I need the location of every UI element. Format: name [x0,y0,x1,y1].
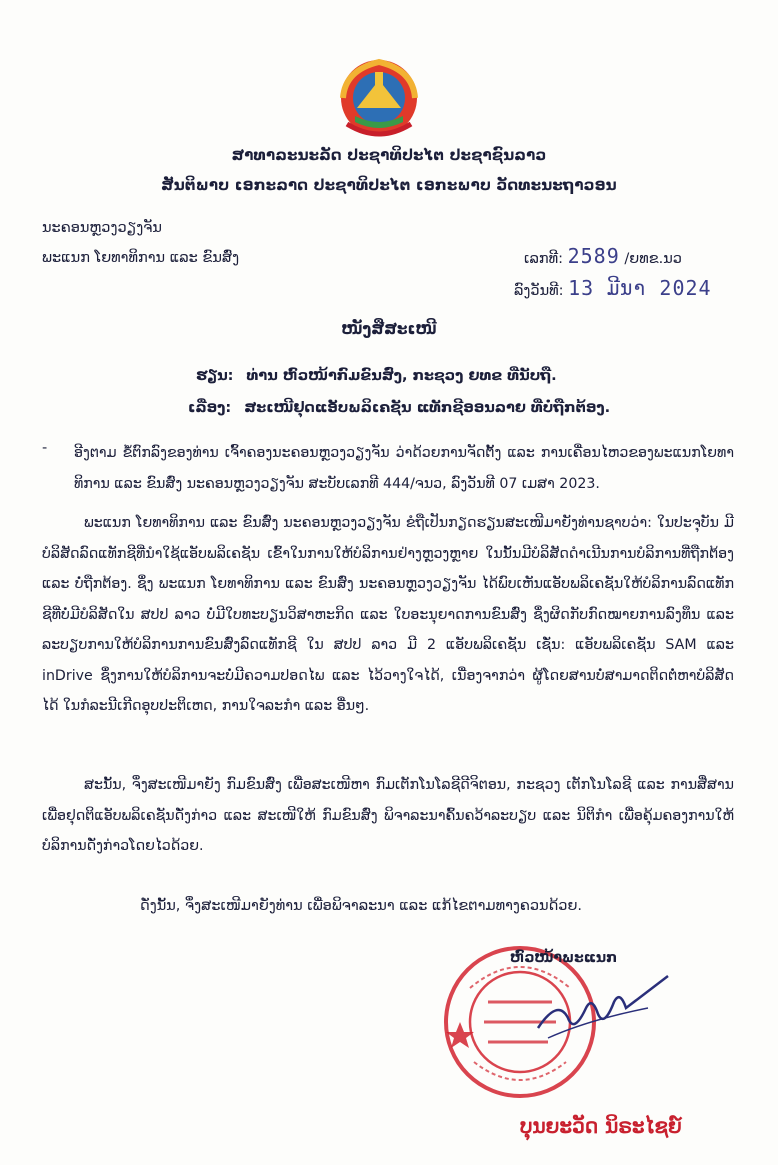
reference-date [514,276,712,300]
recipient-label: ຮຽນ: [196,368,234,384]
sender-org: ນະຄອນຫຼວງວຽງຈັນ [42,220,162,236]
handwritten-signature-icon [528,968,678,1048]
reference-basis-paragraph: ອີງຕາມ ຂໍ້ຕົກລົງຂອງທ່ານ ເຈົ້າຄອງນະຄອນຫຼວງວຽງຈັນ ວ່າດ້ວຍການຈັດຕັ້ງ ແລະ ການເຄື່ອນໄຫວຂອງພະແນກໂຍທາທິການ ແລະ ຂົນສົ່ງ ນະຄອນຫຼວງວຽງຈັນ ສະບັບເລກທີ 444/ຈນວ, ລົງວັນທີ 07 ເມສາ 2023. [74,445,734,492]
recipient-line [196,368,557,384]
bullet-marker: - [42,440,48,456]
closing-sentence: ດັ່ງນັ້ນ, ຈຶ່ງສະເໜີມາຍັງທ່ານ ເພື່ອພິຈາລະນາ ແລະ ແກ້ໄຂຕາມທາງຄວນດ້ວຍ. [140,898,583,914]
reference-date-value: 13 ມີນາ 2024 [568,276,712,300]
document-title: ໜັງສືສະເໜີ [341,320,437,338]
recipient-text: ທ່ານ ຫົວໜ້າກົມຂົນສົ່ງ, ກະຊວງ ຍທຂ ທີ່ນັບຖື. [246,368,557,384]
reference-number-label: ເລກທີ: [524,251,563,267]
reference-date-label: ລົງວັນທີ: [514,283,564,299]
reference-number-value: 2589 [567,244,620,268]
country-heading: ສາທາລະນະລັດ ປະຊາທິປະໄຕ ປະຊາຊົນລາວ [231,146,547,164]
signer-name: ບຸນຍະວັດ ນິຣະໄຊຍ໌ [520,1114,682,1138]
reference-number [524,244,682,268]
subject-text: ສະເໜີຢຸດແອັບພລິເຄຊັນ ແທັກຊີອອນລາຍ ທີ່ບໍ່ຖືກຕ້ອງ. [244,400,611,416]
subject-label: ເລື່ອງ: [188,400,232,416]
body-paragraph-2: ສະນັ້ນ, ຈຶ່ງສະເໜີມາຍັງ ກົມຂົນສົ່ງ ເພື່ອສະເໜີຫາ ກົມເຕັກໂນໂລຊີດີຈິຕອນ, ກະຊວງ ເຕັກໂນໂລຊີ ແລະ ການສື່ສານ ເພື່ອຢຸດຕິແອັບພລິເຄຊັນດັ່ງກ່າວ ແລະ ສະເໜີໃຫ້ ກົມຂົນສົ່ງ ພິຈາລະນາຄົ້ນຄວ້າລະບຽບ ແລະ ນິຕິກຳ ເພື່ອຄຸ້ມຄອງການໃຫ້ບໍລິການດັ່ງກ່າວໂດຍໄວດ້ວຍ. [42,777,734,854]
body-paragraph-1: ພະແນກ ໂຍທາທິການ ແລະ ຂົນສົ່ງ ນະຄອນຫຼວງວຽງຈັນ ຂໍຖືເປັນກຽດຮຽນສະເໜີມາຍັງທ່ານຊາບວ່າ: ໃນປະຈຸບັນ ມີບໍລິສັດລົດແທັກຊີທີ່ນຳໃຊ້ແອັບພລິເຄຊັນ ເຂົ້າໃນການໃຫ້ບໍລິການຢ່າງຫຼວງຫຼາຍ ໃນນັ້ນມີບໍລິສັດດຳເນີນການບໍລິການທີ່ຖືກຕ້ອງ ແລະ ບໍ່ຖືກຕ້ອງ. ຊຶ່ງ ພະແນກ ໂຍທາທິການ ແລະ ຂົນສົ່ງ ນະຄອນຫຼວງວຽງຈັນ ໄດ້ພົບເຫັນແອັບພລິເຄຊັນໃຫ້ບໍລິການລົດແທັກຊີທີ່ບໍ່ມີບໍລິສັດໃນ ສປປ ລາວ ບໍ່ມີໃບທະບຽນວິສາຫະກິດ ແລະ ໃບອະນຸຍາດການຂົນສົ່ງ ຊຶ່ງຜິດກັບກົດໝາຍການລົງທຶນ ແລະ ລະບຽບການໃຫ້ບໍລິການການຂົນສົ່ງລົດແທັກຊີ ໃນ ສປປ ລາວ ມີ 2 ແອັບພລິເຄຊັນ ເຊັ່ນ: ແອັບພລິເຄຊັນ SAM ແລະ inDrive ຊຶ່ງການໃຫ້ບໍລິການຈະບໍ່ມີຄວາມປອດໄພ ແລະ ໄວ້ວາງໃຈໄດ້, ເນື່ອງຈາກວ່າ ຜູ້ໂດຍສານບໍ່ສາມາດຕິດຕໍ່ຫາບໍລິສັດໄດ້ ໃນກໍລະນີເກີດອຸບປະຕິເຫດ, ການໃຈລະກຳ ແລະ ອື່ນໆ. [42,515,734,714]
subject-line [188,400,610,416]
national-emblem-icon [333,58,425,140]
sender-department: ພະແນກ ໂຍທາທິການ ແລະ ຂົນສົ່ງ [42,250,240,266]
signature-title: ຫົວໜ້າພະແນກ [510,950,618,966]
motto-heading: ສັນຕິພາບ ເອກະລາດ ປະຊາທິປະໄຕ ເອກະພາບ ວັດທະນະຖາວອນ [161,176,617,194]
reference-number-suffix: /ຍທຂ.ນວ [624,251,682,267]
